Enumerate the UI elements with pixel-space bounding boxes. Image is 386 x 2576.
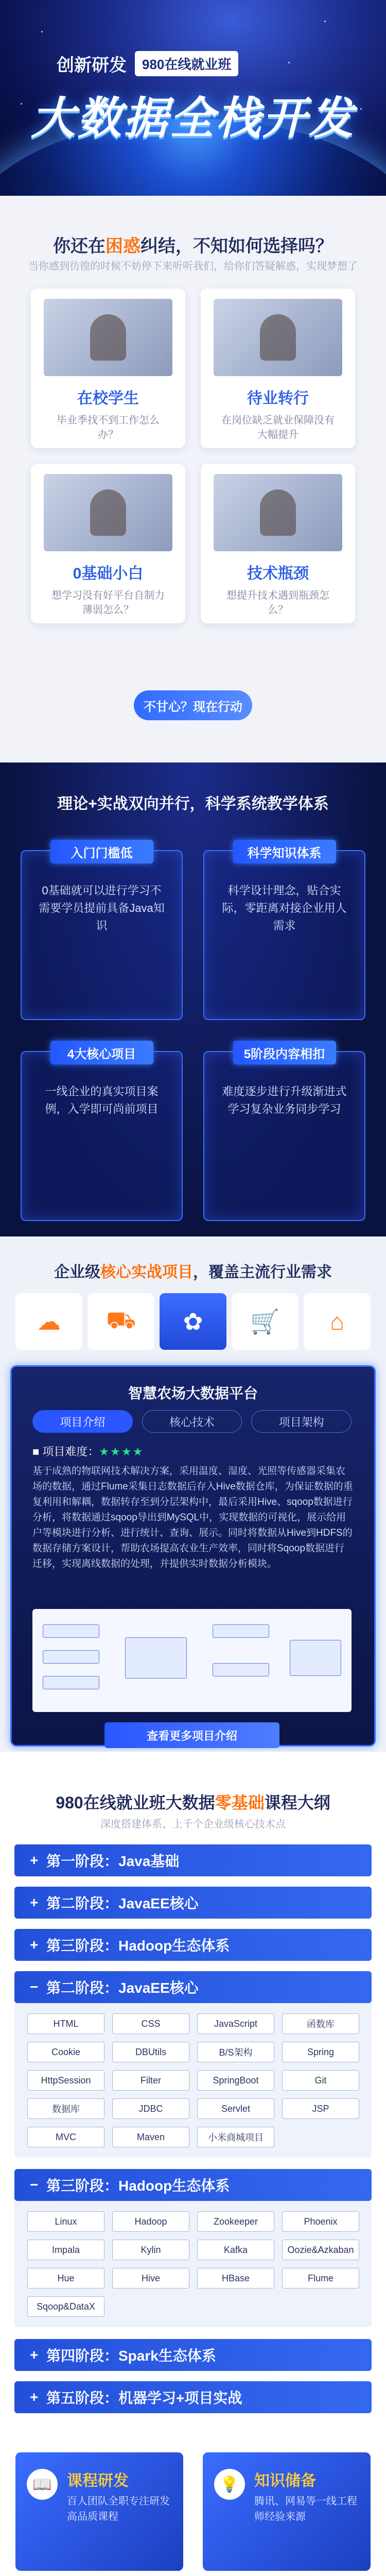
tech-chip: Maven	[112, 2127, 189, 2147]
persona-desc: 想提升技术遇到瓶颈怎么？	[226, 590, 329, 616]
tech-chip: Flume	[282, 2268, 359, 2289]
diagram-node	[43, 1650, 99, 1664]
stage-accordion[interactable]	[14, 1887, 372, 1919]
act-now-button[interactable]: 不甘心？现在行动	[134, 690, 252, 720]
system-card-label: 入门门槛低	[50, 840, 153, 863]
tech-chip: HttpSession	[27, 2070, 104, 2091]
feature-desc: 百人团队全职专注研发高品质课程	[67, 2496, 170, 2522]
tech-chip: B/S架构	[197, 2042, 274, 2062]
tech-chip: JDBC	[112, 2098, 189, 2119]
teaching-system-section	[0, 762, 386, 1236]
system-card	[203, 1047, 365, 1221]
bulb-icon: 💡	[214, 2469, 245, 2500]
hero-tag	[57, 49, 238, 78]
hero-tag-left: 创新研发	[57, 55, 127, 75]
tech-chip: Sqoop&DataX	[27, 2296, 104, 2317]
tech-chip: Impala	[27, 2240, 104, 2260]
star-decoration	[288, 62, 290, 63]
tech-chip: Cookie	[27, 2042, 104, 2062]
stage-accordion[interactable]	[14, 1971, 372, 2003]
tech-chip: DBUtils	[112, 2042, 189, 2062]
course-title: 980在线就业班大数据零基础课程大纲	[56, 1793, 330, 1812]
tech-chip: SpringBoot	[197, 2070, 274, 2091]
persona-photo	[214, 474, 342, 551]
collapse-icon: −	[30, 2177, 39, 2193]
project-panel-title: 智慧农场大数据平台	[128, 1385, 258, 1401]
system-card	[21, 1047, 183, 1221]
tech-chip: 数据库	[27, 2098, 104, 2119]
persona-title: 待业转行	[247, 390, 309, 407]
project-tab-icon[interactable]	[304, 1293, 371, 1350]
pain-title: 你还在困惑纠结，不知如何选择吗？	[53, 236, 333, 256]
persona-desc: 在岗位缺乏就业保障没有大幅提升	[221, 415, 335, 440]
persona-card	[201, 289, 355, 448]
stage-label: 第五阶段：机器学习+项目实战	[46, 2390, 242, 2406]
difficulty-stars: ★★★★	[99, 1445, 144, 1458]
tab-project-intro[interactable]: 项目介绍	[32, 1410, 133, 1433]
diagram-node	[43, 1624, 99, 1638]
system-card-label: 5阶段内容相扣	[233, 1041, 336, 1064]
tech-chip: Spring	[282, 2042, 359, 2062]
project-tab-icon[interactable]	[87, 1293, 154, 1350]
tech-chip: 小米商城项目	[197, 2127, 274, 2147]
diagram-node	[125, 1637, 187, 1679]
tech-chip: Hive	[112, 2268, 189, 2289]
tab-architecture[interactable]: 项目架构	[251, 1410, 352, 1433]
project-tab-icon[interactable]	[232, 1293, 299, 1350]
tech-chip: Kafka	[197, 2240, 274, 2260]
persona-desc: 想学习没有好平台自制力薄弱怎么？	[51, 590, 165, 616]
pain-section	[0, 196, 386, 762]
persona-card	[31, 464, 185, 623]
feature-title: 课程研发	[67, 2472, 129, 2489]
cart-icon: 🛒	[250, 1308, 280, 1335]
tech-chip: Git	[282, 2070, 359, 2091]
star-decoration	[41, 31, 43, 32]
feature-title: 知识储备	[254, 2472, 316, 2489]
project-icon-tabs	[15, 1293, 371, 1350]
tech-chip: JSP	[282, 2098, 359, 2119]
tech-chip: HBase	[197, 2268, 274, 2289]
book-icon: 📖	[27, 2469, 58, 2500]
tech-chip: Linux	[27, 2211, 104, 2232]
tech-chip: Zookeeper	[197, 2211, 274, 2232]
stage-label: 第三阶段：Hadoop生态体系	[46, 2178, 230, 2194]
system-title: 理论+实战双向并行，科学系统教学体系	[57, 795, 329, 812]
projects-section	[0, 1236, 386, 1752]
project-tab-icon[interactable]	[160, 1293, 226, 1350]
project-tabs	[32, 1410, 352, 1433]
tech-chip: JavaScript	[197, 2013, 274, 2034]
store-icon: ⌂	[330, 1308, 344, 1335]
system-card-label: 4大核心项目	[50, 1041, 153, 1064]
stage-label: 第四阶段：Spark生态体系	[46, 2348, 216, 2364]
project-difficulty: ■ 项目难度：★★★★	[32, 1445, 144, 1458]
expand-icon: +	[30, 2347, 39, 2363]
persona-photo	[44, 474, 172, 551]
hero-banner	[0, 0, 386, 196]
tech-chip: MVC	[27, 2127, 104, 2147]
tech-chip: Filter	[112, 2070, 189, 2091]
system-card-text: 难度逐步进行升级渐进式学习复杂业务同步学习	[222, 1085, 347, 1115]
tech-chip: Kylin	[112, 2240, 189, 2260]
collapse-icon: −	[30, 1979, 39, 1995]
hadoop-chip-list	[14, 2201, 372, 2327]
system-card-label: 科学知识体系	[233, 840, 336, 863]
feature-card	[203, 2452, 371, 2571]
persona-title: 技术瓶颈	[247, 565, 309, 582]
persona-photo	[44, 299, 172, 376]
stage-accordion[interactable]	[14, 2169, 372, 2201]
pain-subtitle: 当你感到彷徨的时候不妨停下来听听我们，给你们答疑解惑，实现梦想了	[28, 261, 358, 272]
persona-photo	[214, 299, 342, 376]
tech-chip: Hadoop	[112, 2211, 189, 2232]
javaee-chip-list	[14, 2003, 372, 2158]
system-card-text: 一线企业的真实项目案例，入学即可尚前项目	[45, 1085, 159, 1115]
system-card-text: 科学设计理念，贴合实际，零距离对接企业用人需求	[222, 884, 347, 932]
farm-icon: ✿	[183, 1308, 203, 1335]
system-card	[21, 846, 183, 1020]
feature-card	[15, 2452, 183, 2571]
tech-chip: Oozie&Azkaban	[282, 2240, 359, 2260]
expand-icon: +	[30, 1894, 39, 1910]
architecture-diagram	[32, 1609, 352, 1712]
cloud-icon: ☁	[37, 1308, 61, 1335]
stage-accordion[interactable]	[14, 1929, 372, 1961]
stage-label: 第一阶段：Java基础	[46, 1853, 180, 1869]
truck-icon: ⛟	[106, 1307, 136, 1333]
hero-tag-right: 980在线就业班	[135, 51, 238, 76]
tech-chip: Phoenix	[282, 2211, 359, 2232]
stage-label: 第二阶段：JavaEE核心	[46, 1980, 199, 1996]
system-card	[203, 846, 365, 1020]
expand-icon: +	[30, 1852, 39, 1868]
system-card-text: 0基础就可以进行学习不需要学员提前具备Java知识	[39, 884, 165, 932]
stage-accordion[interactable]	[14, 2339, 372, 2371]
stage-label: 第三阶段：Hadoop生态体系	[46, 1938, 230, 1954]
more-projects-button[interactable]: 查看更多项目介绍	[104, 1722, 279, 1748]
diagram-node	[213, 1663, 269, 1676]
course-outline-section	[0, 1752, 386, 2576]
project-panel	[10, 1365, 376, 1747]
tech-chip: 函数库	[282, 2013, 359, 2034]
stage-accordion[interactable]	[14, 1844, 372, 1876]
diagram-node	[213, 1624, 269, 1638]
persona-title: 在校学生	[77, 390, 139, 407]
persona-desc: 毕业季找不到工作怎么办？	[57, 415, 160, 440]
star-decoration	[324, 21, 326, 22]
persona-card	[31, 289, 185, 448]
tech-chip: CSS	[112, 2013, 189, 2034]
projects-title: 企业级核心实战项目，覆盖主流行业需求	[54, 1264, 332, 1281]
stage-label: 第二阶段：JavaEE核心	[46, 1895, 199, 1911]
hero-title: 大数据全栈开发	[31, 94, 355, 143]
diagram-node	[43, 1676, 99, 1689]
persona-card	[201, 464, 355, 623]
project-description: 基于成熟的物联网技术解决方案，采用温度、湿度、光照等传感器采集农场的数据，通过Flume采集日志数据后存入Hive数据仓库，为保证数据的重复利用和解耦，数据转存至到分层架构中，最后采用Hive、sqoop数据进行分析，将数据通过sqoop导出到MySQL中，实现数据的可视化，展示给用户等模块进行分析、进行统计、查询、展示。同时将数据从Hive到HDFS的数据存储方案设计，帮助农场提高农业生产效率，同时将Sqoop数据进行迁移，实现离线数据的处理，并提供实时数据分析模块。	[32, 1466, 353, 1569]
tech-chip: Servlet	[197, 2098, 274, 2119]
tab-core-tech[interactable]: 核心技术	[142, 1410, 242, 1433]
diagram-node	[290, 1640, 341, 1676]
project-tab-icon[interactable]	[15, 1293, 82, 1350]
tech-chip: HTML	[27, 2013, 104, 2034]
course-subtitle: 深度搭建体系、上千个企业级核心技术点	[100, 1819, 286, 1830]
stage-accordion[interactable]	[14, 2381, 372, 2413]
feature-desc: 腾讯、网易等一线工程师经验来源	[254, 2496, 357, 2522]
tech-chip: Hue	[27, 2268, 104, 2289]
expand-icon: +	[30, 1937, 39, 1953]
expand-icon: +	[30, 2389, 39, 2405]
persona-title: 0基础小白	[73, 565, 144, 582]
